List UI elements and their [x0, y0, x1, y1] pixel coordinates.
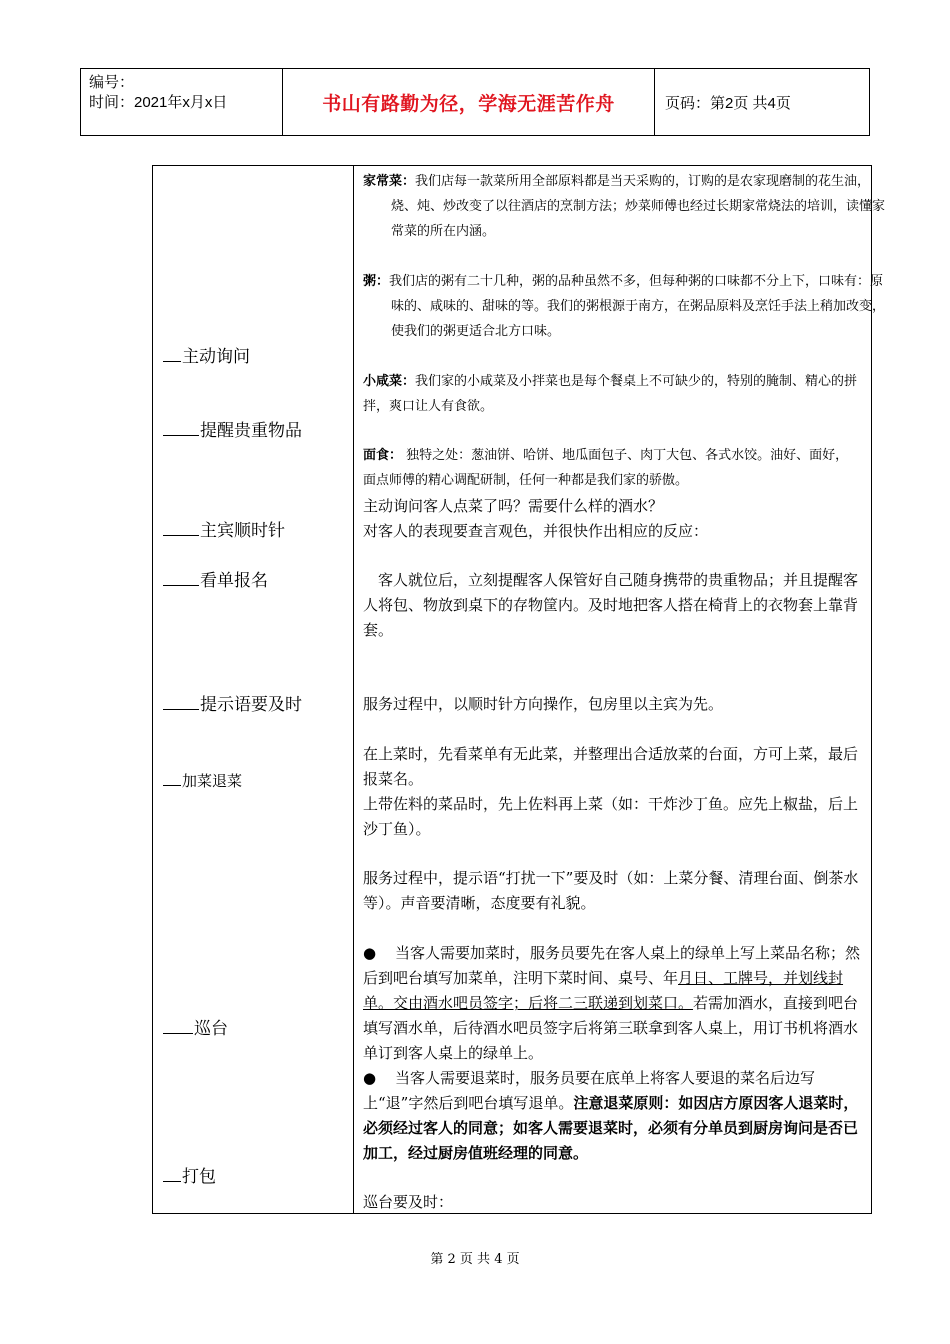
- label-ask: 主动询问: [163, 346, 250, 368]
- menu-congee: 粥：我们店的粥有二十几种，粥的品种虽然不多，但每种粥的口味都不分上下，口味有：原味的、咸味的、甜味的等。我们的粥根源于南方，在粥品原料及烹饪手法上稍加改变，使我们的粥更适合北方口味。: [363, 274, 886, 339]
- number-label: 编号：: [89, 74, 135, 91]
- label-patrol: 巡台: [163, 1018, 228, 1040]
- label-valuables: 提醒贵重物品: [163, 420, 302, 442]
- column-divider: [353, 166, 354, 1213]
- motto: 书山有路勤为径，学海无涯苦作舟: [283, 69, 655, 135]
- time-label: 时间：2021年x月x日: [89, 94, 228, 111]
- ask-text-2: 对客人的表现要查言观色，并很快作出相应的反应：: [363, 522, 709, 540]
- serve-text-2: 上带佐料的菜品时，先上佐料再上菜（如：干炸沙丁鱼。应先上椒盐，后上沙丁鱼）。: [363, 795, 859, 838]
- patrol-text: 巡台要及时：: [363, 1193, 454, 1211]
- menu-noodles: 面食： 独特之处：葱油饼、哈饼、地瓜面包子、肉丁大包、各式水饺。油好、面好，面点师傅的精心调配研制，任何一种都是我们家的骄傲。: [363, 448, 849, 488]
- add-dish-text: ● 当客人需要加菜时，服务员要先在客人桌上的绿单上写上菜品名称；然后到吧台填写加菜单，注明下菜时间、桌号、年月日、工牌号，并划线封单。交由酒水吧员签字；后将二三联递到划菜口。若需加酒水，直接到吧台填写酒水单，后待酒水吧员签字后将第三联拿到客人桌上，用订书机将酒水单订到客人桌上的绿单上。: [363, 941, 861, 1066]
- menu-pickles: 小咸菜：我们家的小咸菜及小拌菜也是每个餐桌上不可缺少的，特别的腌制、精心的拼拌，爽口让人有食欲。: [363, 374, 858, 414]
- label-prompt: 提示语要及时: [163, 694, 302, 716]
- bullet-icon: ●: [363, 944, 377, 962]
- label-clockwise: 主宾顺时针: [163, 520, 285, 542]
- label-pack: 打包: [163, 1166, 216, 1188]
- return-dish-text: ● 当客人需要退菜时，服务员要在底单上将客人要退的菜名后边写上“退”字然后到吧台填写退单。注意退菜原则：如因店方原因客人退菜时，必须经过客人的同意；如客人需要退菜时，必须有分单员到厨房询问是否已加工，经过厨房值班经理的同意。: [363, 1066, 861, 1166]
- page-label: 页码：第2页 共4页: [665, 94, 791, 112]
- serve-text-1: 在上菜时，先看菜单有无此菜，并整理出合适放菜的台面，方可上菜，最后报菜名。: [363, 745, 859, 788]
- bullet-icon: ●: [363, 1069, 377, 1087]
- return-principle: 注意退菜原则：如因店方原因客人退菜时，必须经过客人的同意；如客人需要退菜时，必须有分单员到厨房询问是否已加工，经过厨房值班经理的同意。: [363, 1094, 859, 1162]
- prompt-text: 服务过程中，提示语“打扰一下”要及时（如：上菜分餐、清理台面、倒茶水等）。声音要清晰，态度要有礼貌。: [363, 869, 859, 912]
- header-meta: [81, 69, 283, 135]
- valuables-text: 客人就位后，立刻提醒客人保管好自己随身携带的贵重物品；并且提醒客人将包、物放到桌下的存物筐内。及时地把客人搭在椅背上的衣物套上靠背套。: [363, 571, 859, 639]
- ask-text-1: 主动询问客人点菜了吗？需要什么样的酒水？: [363, 497, 664, 515]
- page-footer: 第 2 页 共 4 页: [430, 1252, 520, 1267]
- label-add-return: 加菜退菜: [163, 770, 242, 792]
- page-header: [80, 68, 870, 136]
- service-table: [152, 165, 886, 1214]
- clockwise-text: 服务过程中，以顺时针方向操作，包房里以主宾为先。: [363, 695, 724, 713]
- label-announce: 看单报名: [163, 570, 268, 592]
- add-dish-underlined: 月日、工牌号，并划线封单。交由酒水吧员签字；后将二三联递到划菜口。: [363, 969, 844, 1012]
- menu-home-cooking: 家常菜：我们店每一款菜所用全部原料都是当天采购的，订购的是农家现磨制的花生油，烧、炖、炒改变了以往酒店的烹制方法；炒菜师傅也经过长期家常烧法的培训，读懂家常菜的所在内涵。: [363, 174, 886, 239]
